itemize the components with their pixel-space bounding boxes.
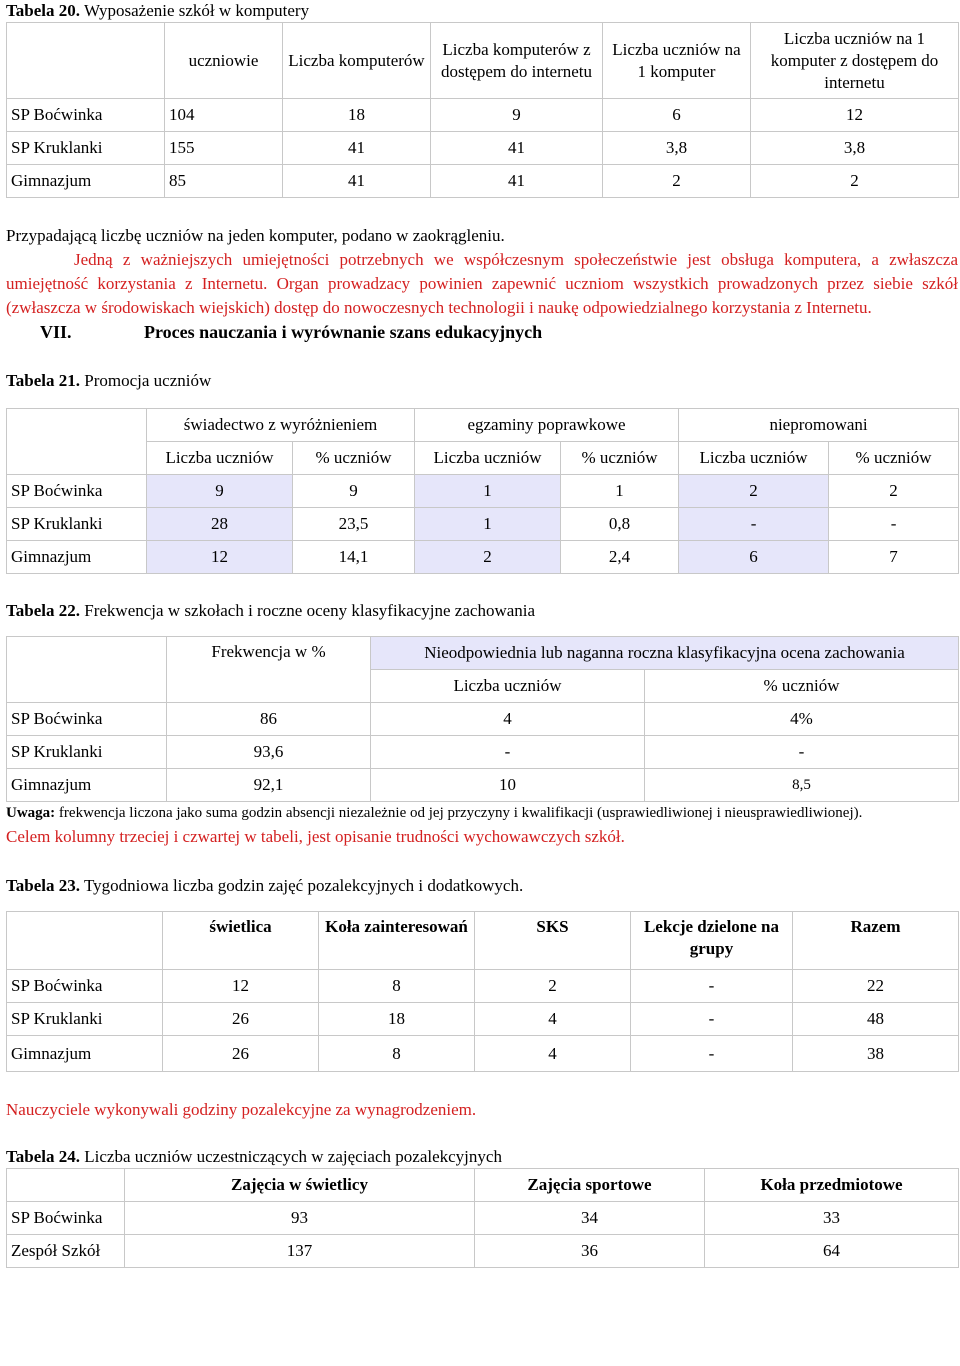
t21-r2-c5: 6 — [679, 541, 829, 574]
t20-r2-c1: 85 — [165, 165, 283, 198]
t21-r2-c1: 12 — [147, 541, 293, 574]
t21-title: Promocja uczniów — [84, 371, 212, 390]
t23-r0-c1: 12 — [163, 970, 319, 1003]
t21-r1-c5: - — [679, 508, 829, 541]
t23-r0-c0: SP Boćwinka — [7, 970, 163, 1003]
t21-r0-c6: 2 — [829, 475, 959, 508]
t23-h2: SKS — [475, 912, 631, 970]
t22-h2: Nieodpowiednia lub naganna roczna klasyfikacyjna ocena zachowania — [371, 637, 959, 670]
t21-r1-c0: SP Kruklanki — [7, 508, 147, 541]
t23-r1-c4: - — [631, 1003, 793, 1036]
t20-h2: Liczba komputerów z dostępem do internetu — [431, 23, 603, 99]
table-row — [7, 1003, 959, 1036]
t23-r2-c0: Gimnazjum — [7, 1036, 163, 1072]
t20-r1-c4: 3,8 — [603, 132, 751, 165]
t21-sub-5: % uczniów — [829, 442, 959, 475]
t23-r0-c3: 2 — [475, 970, 631, 1003]
table-row — [7, 165, 959, 198]
table-row — [7, 703, 959, 736]
t21-r1-c4: 0,8 — [561, 508, 679, 541]
t22-table — [6, 636, 959, 802]
t22-red-note: Celem kolumny trzeciej i czwartej w tabeli, jest opisanie trudności wychowawczych szkół. — [6, 827, 625, 846]
t22-r2-c1: 92,1 — [167, 769, 371, 802]
t24-r1-c0: Zespół Szkół — [7, 1235, 125, 1268]
t23-r2-c5: 38 — [793, 1036, 959, 1072]
t23-r1-c2: 18 — [319, 1003, 475, 1036]
t22-sub-0: Liczba uczniów — [371, 670, 645, 703]
t20-r1-c1: 155 — [165, 132, 283, 165]
t22-r1-c0: SP Kruklanki — [7, 736, 167, 769]
t22-note-text: frekwencja liczona jako suma godzin absencji niezależnie od jej przyczyny i kwalifikacji (usprawiedliwionej i nieusprawiedliwionej). — [58, 805, 863, 821]
t21-r1-c6: - — [829, 508, 959, 541]
t23-r2-c3: 4 — [475, 1036, 631, 1072]
t21-r2-c4: 2,4 — [561, 541, 679, 574]
computer-skills-paragraph: Jedną z ważniejszych umiejętności potrzebnych we współczesnym społeczeństwie jest obsługa komputera, a zwłaszcza umiejętność korzystania z Internetu. Organ prowadzacy powinien zapewnić uczniom wszystkich prowadzonych przez siebie szkół (zwłaszcza w środowiskach wiejskich) dostęp do nowoczesnych technologii i naukę odpowiedzialnego korzystania z Internetu. — [6, 250, 958, 317]
t24-r0-c0: SP Boćwinka — [7, 1202, 125, 1235]
t24-h2: Koła przedmiotowe — [705, 1169, 959, 1202]
t21-r0-c2: 9 — [293, 475, 415, 508]
t21-r1-c1: 28 — [147, 508, 293, 541]
t20-h1: Liczba komputerów — [283, 23, 431, 99]
t22-r1-c3: - — [645, 736, 959, 769]
t23-r1-c5: 48 — [793, 1003, 959, 1036]
t20-h3: Liczba uczniów na 1 komputer — [603, 23, 751, 99]
t21-r0-c1: 9 — [147, 475, 293, 508]
table-row — [7, 970, 959, 1003]
t20-r0-c2: 18 — [283, 99, 431, 132]
t21-sub-3: % uczniów — [561, 442, 679, 475]
t22-label: Tabela 22. — [6, 601, 81, 620]
t24-r0-c1: 93 — [125, 1202, 475, 1235]
t20-r0-c4: 6 — [603, 99, 751, 132]
t22-r1-c2: - — [371, 736, 645, 769]
t21-r2-c2: 14,1 — [293, 541, 415, 574]
t20-table — [6, 22, 959, 198]
table-row — [7, 99, 959, 132]
t23-table — [6, 911, 959, 1072]
t21-sub-0: Liczba uczniów — [147, 442, 293, 475]
t20-r2-c4: 2 — [603, 165, 751, 198]
t21-r1-c3: 1 — [415, 508, 561, 541]
t20-corner — [7, 23, 165, 99]
t20-r2-c5: 2 — [751, 165, 959, 198]
table-row — [7, 1036, 959, 1072]
t20-r2-c0: Gimnazjum — [7, 165, 165, 198]
t23-r2-c4: - — [631, 1036, 793, 1072]
t20-r0-c5: 12 — [751, 99, 959, 132]
t20-r0-c3: 9 — [431, 99, 603, 132]
t20-r2-c2: 41 — [283, 165, 431, 198]
table-row — [7, 1202, 959, 1235]
t22-note-label: Uwaga: — [6, 805, 56, 821]
table-row — [7, 736, 959, 769]
t21-r2-c3: 2 — [415, 541, 561, 574]
t24-r1-c2: 36 — [475, 1235, 705, 1268]
t21-r0-c0: SP Boćwinka — [7, 475, 147, 508]
t23-r2-c1: 26 — [163, 1036, 319, 1072]
t24-corner — [7, 1169, 125, 1202]
t22-r2-c2: 10 — [371, 769, 645, 802]
section-heading — [6, 320, 958, 344]
t22-h1: Frekwencja w % — [167, 637, 371, 703]
t20-title: Wyposażenie szkół w komputery — [83, 1, 310, 20]
t22-r0-c2: 4 — [371, 703, 645, 736]
t20-r2-c3: 41 — [431, 165, 603, 198]
t22-r0-c0: SP Boćwinka — [7, 703, 167, 736]
t21-label: Tabela 21. — [6, 371, 81, 390]
t22-note — [6, 804, 958, 823]
t22-r2-c3: 8,5 — [645, 769, 959, 802]
t20-r0-c0: SP Boćwinka — [7, 99, 165, 132]
table-row — [7, 1235, 959, 1268]
t22-title: Frekwencja w szkołach i roczne oceny klasyfikacyjne zachowania — [84, 601, 536, 620]
rounding-note: Przypadającą liczbę uczniów na jeden komputer, podano w zaokrągleniu. — [6, 226, 505, 245]
t23-label: Tabela 23. — [6, 876, 81, 895]
t24-table — [6, 1168, 959, 1268]
table-row — [7, 475, 959, 508]
t23-h4: Razem — [793, 912, 959, 970]
section-number: VII. — [40, 322, 72, 342]
t20-r1-c5: 3,8 — [751, 132, 959, 165]
t20-r1-c0: SP Kruklanki — [7, 132, 165, 165]
t23-r2-c2: 8 — [319, 1036, 475, 1072]
t22-r2-c0: Gimnazjum — [7, 769, 167, 802]
t23-red-note: Nauczyciele wykonywali godziny pozalekcyjne za wynagrodzeniem. — [6, 1100, 477, 1119]
t23-r0-c4: - — [631, 970, 793, 1003]
t21-group-2: niepromowani — [679, 409, 959, 442]
t22-corner — [7, 637, 167, 703]
t21-sub-1: % uczniów — [293, 442, 415, 475]
table-row — [7, 508, 959, 541]
t23-r1-c1: 26 — [163, 1003, 319, 1036]
t24-r0-c3: 33 — [705, 1202, 959, 1235]
t21-r1-c2: 23,5 — [293, 508, 415, 541]
t20-r0-c1: 104 — [165, 99, 283, 132]
t23-r1-c3: 4 — [475, 1003, 631, 1036]
t20-r1-c3: 41 — [431, 132, 603, 165]
t21-caption — [6, 370, 958, 392]
t23-h1: Koła zainteresowań — [319, 912, 475, 970]
t24-label: Tabela 24. — [6, 1147, 81, 1166]
t24-caption — [6, 1146, 958, 1168]
t21-group-1: egzaminy poprawkowe — [415, 409, 679, 442]
table-row — [7, 132, 959, 165]
t23-corner — [7, 912, 163, 970]
t23-r1-c0: SP Kruklanki — [7, 1003, 163, 1036]
t20-h0: uczniowie — [165, 23, 283, 99]
table-row — [7, 541, 959, 574]
t21-r0-c4: 1 — [561, 475, 679, 508]
t24-h1: Zajęcia sportowe — [475, 1169, 705, 1202]
t23-caption — [6, 875, 958, 897]
t24-r1-c1: 137 — [125, 1235, 475, 1268]
t22-r0-c3: 4% — [645, 703, 959, 736]
t24-r0-c2: 34 — [475, 1202, 705, 1235]
t24-r1-c3: 64 — [705, 1235, 959, 1268]
t20-r1-c2: 41 — [283, 132, 431, 165]
t21-r2-c0: Gimnazjum — [7, 541, 147, 574]
t21-r0-c5: 2 — [679, 475, 829, 508]
t20-h4: Liczba uczniów na 1 komputer z dostępem do internetu — [751, 23, 959, 99]
t23-h0: świetlica — [163, 912, 319, 970]
t24-h0: Zajęcia w świetlicy — [125, 1169, 475, 1202]
t22-r1-c1: 93,6 — [167, 736, 371, 769]
t20-caption — [6, 0, 958, 22]
t24-title: Liczba uczniów uczestniczących w zajęciach pozalekcyjnych — [80, 1147, 502, 1166]
t20-label: Tabela 20. — [6, 1, 81, 20]
t21-table — [6, 408, 959, 574]
t21-r0-c3: 1 — [415, 475, 561, 508]
t21-r2-c6: 7 — [829, 541, 959, 574]
t21-corner — [7, 409, 147, 475]
t22-caption — [6, 600, 958, 622]
t23-h3: Lekcje dzielone na grupy — [631, 912, 793, 970]
t21-sub-4: Liczba uczniów — [679, 442, 829, 475]
t21-group-0: świadectwo z wyróżnieniem — [147, 409, 415, 442]
t23-r0-c5: 22 — [793, 970, 959, 1003]
t23-title: Tygodniowa liczba godzin zajęć pozalekcyjnych i dodatkowych. — [83, 876, 524, 895]
section-title: Proces nauczania i wyrównanie szans edukacyjnych — [144, 322, 543, 342]
t22-r0-c1: 86 — [167, 703, 371, 736]
t23-r0-c2: 8 — [319, 970, 475, 1003]
t22-sub-1: % uczniów — [645, 670, 959, 703]
table-row — [7, 769, 959, 802]
t21-sub-2: Liczba uczniów — [415, 442, 561, 475]
